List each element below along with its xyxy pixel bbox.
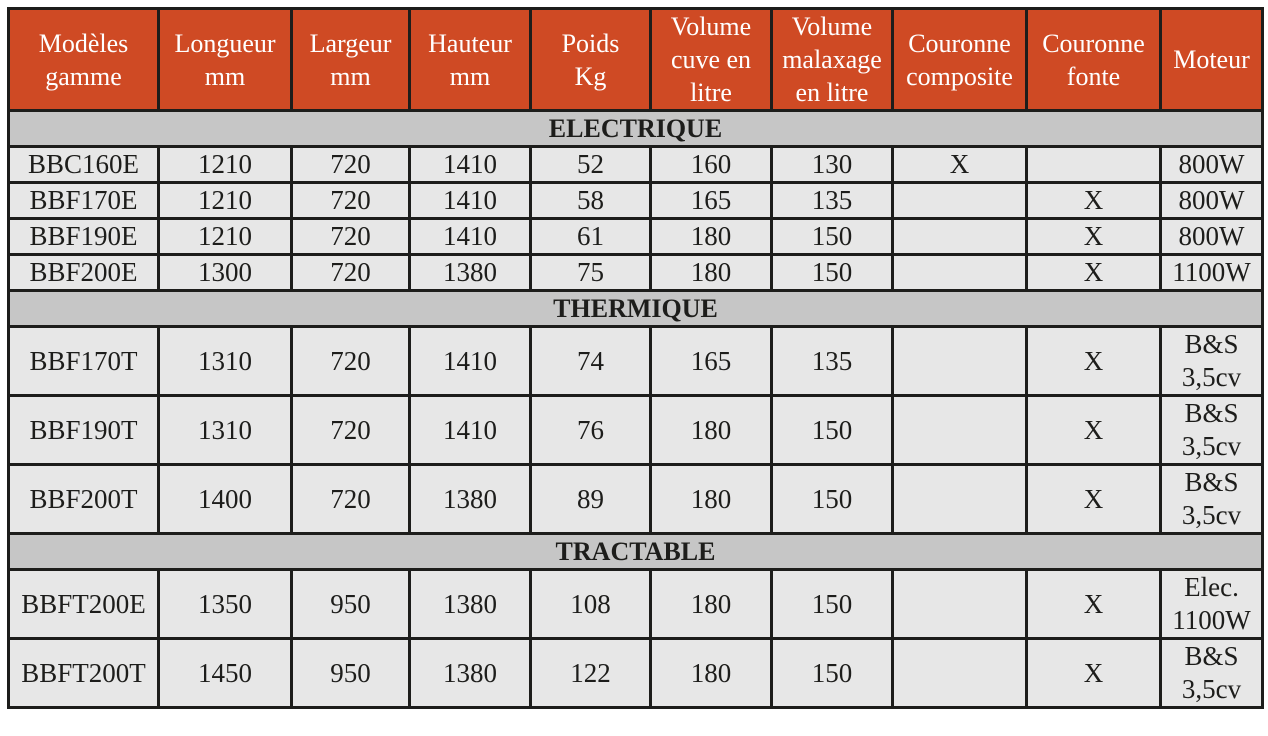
cell-vol-malax: 150 <box>772 396 893 465</box>
table-row <box>9 183 1263 219</box>
column-header-line: fonte <box>1066 61 1121 91</box>
cell-longueur: 1300 <box>159 255 292 291</box>
cell-vol-malax: 135 <box>772 327 893 396</box>
moteur-line: 3,5cv <box>1181 362 1242 392</box>
cell-fonte: X <box>1027 183 1161 219</box>
cell-moteur <box>1161 570 1263 639</box>
table-row <box>9 639 1263 708</box>
column-header-line: Couronne <box>1042 28 1145 58</box>
cell-composite <box>893 396 1027 465</box>
cell-poids: 89 <box>531 465 651 534</box>
table-row <box>9 396 1263 465</box>
cell-composite <box>893 570 1027 639</box>
cell-moteur <box>1161 147 1263 183</box>
moteur-line: 3,5cv <box>1181 431 1242 461</box>
cell-largeur: 720 <box>292 219 410 255</box>
cell-longueur: 1310 <box>159 396 292 465</box>
column-header-line: Moteur <box>1173 45 1250 74</box>
spec-table <box>7 7 1264 709</box>
column-header <box>893 9 1027 111</box>
cell-vol-malax: 135 <box>772 183 893 219</box>
moteur-line: 3,5cv <box>1181 674 1242 704</box>
moteur-line: B&S <box>1184 398 1239 428</box>
cell-model: BBF170T <box>9 327 159 396</box>
cell-moteur <box>1161 183 1263 219</box>
column-header-line: composite <box>906 61 1013 91</box>
cell-hauteur: 1380 <box>410 639 531 708</box>
column-header-line: Kg <box>574 61 607 91</box>
table-row <box>9 219 1263 255</box>
cell-poids: 74 <box>531 327 651 396</box>
section-row <box>9 111 1263 147</box>
column-header-line: litre <box>690 78 732 107</box>
cell-hauteur: 1410 <box>410 219 531 255</box>
cell-model: BBF200E <box>9 255 159 291</box>
cell-vol-malax: 150 <box>772 465 893 534</box>
section-row <box>9 291 1263 327</box>
table-row <box>9 327 1263 396</box>
cell-vol-cuve: 180 <box>651 396 772 465</box>
cell-longueur: 1210 <box>159 183 292 219</box>
cell-vol-cuve: 180 <box>651 570 772 639</box>
cell-composite <box>893 183 1027 219</box>
cell-hauteur: 1410 <box>410 183 531 219</box>
cell-fonte: X <box>1027 327 1161 396</box>
section-title: ELECTRIQUE <box>9 111 1263 147</box>
cell-vol-cuve: 165 <box>651 327 772 396</box>
table-row <box>9 147 1263 183</box>
cell-longueur: 1400 <box>159 465 292 534</box>
cell-vol-cuve: 180 <box>651 255 772 291</box>
cell-largeur: 720 <box>292 465 410 534</box>
column-header-line: en litre <box>795 78 869 107</box>
cell-fonte: X <box>1027 639 1161 708</box>
cell-hauteur: 1380 <box>410 570 531 639</box>
cell-model: BBF170E <box>9 183 159 219</box>
column-header-line: mm <box>449 61 491 91</box>
table-row <box>9 255 1263 291</box>
column-header-line: Largeur <box>309 28 392 58</box>
moteur-line: 1100W <box>1172 605 1251 635</box>
column-header-line: malaxage <box>782 45 882 74</box>
column-header-line: Hauteur <box>428 28 512 58</box>
table-body <box>9 111 1263 708</box>
cell-fonte: X <box>1027 396 1161 465</box>
cell-fonte: X <box>1027 255 1161 291</box>
cell-longueur: 1450 <box>159 639 292 708</box>
cell-hauteur: 1410 <box>410 147 531 183</box>
cell-moteur <box>1161 327 1263 396</box>
cell-model: BBF190T <box>9 396 159 465</box>
cell-poids: 76 <box>531 396 651 465</box>
column-header-line: Couronne <box>908 28 1011 58</box>
cell-moteur <box>1161 465 1263 534</box>
cell-vol-malax: 150 <box>772 255 893 291</box>
cell-model: BBFT200T <box>9 639 159 708</box>
moteur-line: 1100W <box>1172 257 1251 287</box>
cell-largeur: 720 <box>292 255 410 291</box>
column-header-line: cuve en <box>670 45 752 74</box>
cell-hauteur: 1410 <box>410 396 531 465</box>
cell-longueur: 1210 <box>159 219 292 255</box>
cell-moteur <box>1161 219 1263 255</box>
table-row <box>9 570 1263 639</box>
table-row <box>9 465 1263 534</box>
cell-longueur: 1210 <box>159 147 292 183</box>
column-header-line: mm <box>330 61 371 91</box>
cell-composite <box>893 219 1027 255</box>
column-header <box>772 9 893 111</box>
cell-hauteur: 1380 <box>410 255 531 291</box>
cell-poids: 108 <box>531 570 651 639</box>
cell-largeur: 720 <box>292 183 410 219</box>
cell-vol-malax: 130 <box>772 147 893 183</box>
cell-vol-malax: 150 <box>772 219 893 255</box>
cell-fonte: X <box>1027 570 1161 639</box>
moteur-line: 800W <box>1178 149 1245 179</box>
column-header-line: Volume <box>791 12 873 41</box>
cell-largeur: 720 <box>292 396 410 465</box>
cell-vol-malax: 150 <box>772 639 893 708</box>
cell-composite <box>893 327 1027 396</box>
cell-longueur: 1350 <box>159 570 292 639</box>
cell-longueur: 1310 <box>159 327 292 396</box>
column-header-line: mm <box>204 61 246 91</box>
cell-poids: 122 <box>531 639 651 708</box>
column-header-line: Modèles <box>38 28 129 58</box>
column-header-line: Volume <box>670 12 752 41</box>
column-header-line: Longueur <box>174 28 276 58</box>
cell-fonte <box>1027 147 1161 183</box>
cell-vol-cuve: 180 <box>651 465 772 534</box>
cell-moteur <box>1161 639 1263 708</box>
cell-hauteur: 1410 <box>410 327 531 396</box>
column-header <box>292 9 410 111</box>
cell-vol-cuve: 160 <box>651 147 772 183</box>
column-header <box>531 9 651 111</box>
column-header <box>1161 9 1263 111</box>
cell-model: BBF200T <box>9 465 159 534</box>
column-header <box>1027 9 1161 111</box>
column-header-line: gamme <box>45 61 122 91</box>
moteur-line: Elec. <box>1184 572 1239 602</box>
header-row <box>9 9 1263 111</box>
cell-largeur: 720 <box>292 327 410 396</box>
section-title: TRACTABLE <box>9 534 1263 570</box>
column-header-line: Poids <box>561 28 620 58</box>
moteur-line: 800W <box>1178 221 1245 251</box>
cell-moteur <box>1161 255 1263 291</box>
cell-fonte: X <box>1027 219 1161 255</box>
cell-model: BBFT200E <box>9 570 159 639</box>
moteur-line: B&S <box>1184 467 1239 497</box>
cell-model: BBF190E <box>9 219 159 255</box>
section-row <box>9 534 1263 570</box>
moteur-line: B&S <box>1184 641 1239 671</box>
cell-composite <box>893 255 1027 291</box>
cell-model: BBC160E <box>9 147 159 183</box>
cell-largeur: 950 <box>292 639 410 708</box>
column-header <box>410 9 531 111</box>
moteur-line: 3,5cv <box>1181 500 1242 530</box>
cell-largeur: 720 <box>292 147 410 183</box>
moteur-line: 800W <box>1178 185 1245 215</box>
cell-poids: 58 <box>531 183 651 219</box>
cell-poids: 75 <box>531 255 651 291</box>
cell-composite <box>893 465 1027 534</box>
cell-poids: 52 <box>531 147 651 183</box>
cell-vol-malax: 150 <box>772 570 893 639</box>
cell-moteur <box>1161 396 1263 465</box>
column-header <box>9 9 159 111</box>
cell-composite <box>893 639 1027 708</box>
cell-vol-cuve: 165 <box>651 183 772 219</box>
column-header <box>651 9 772 111</box>
column-header <box>159 9 292 111</box>
cell-composite: X <box>893 147 1027 183</box>
moteur-line: B&S <box>1184 329 1239 359</box>
cell-poids: 61 <box>531 219 651 255</box>
cell-vol-cuve: 180 <box>651 639 772 708</box>
cell-hauteur: 1380 <box>410 465 531 534</box>
spec-table-container <box>7 7 1261 724</box>
cell-fonte: X <box>1027 465 1161 534</box>
cell-largeur: 950 <box>292 570 410 639</box>
cell-vol-cuve: 180 <box>651 219 772 255</box>
section-title: THERMIQUE <box>9 291 1263 327</box>
